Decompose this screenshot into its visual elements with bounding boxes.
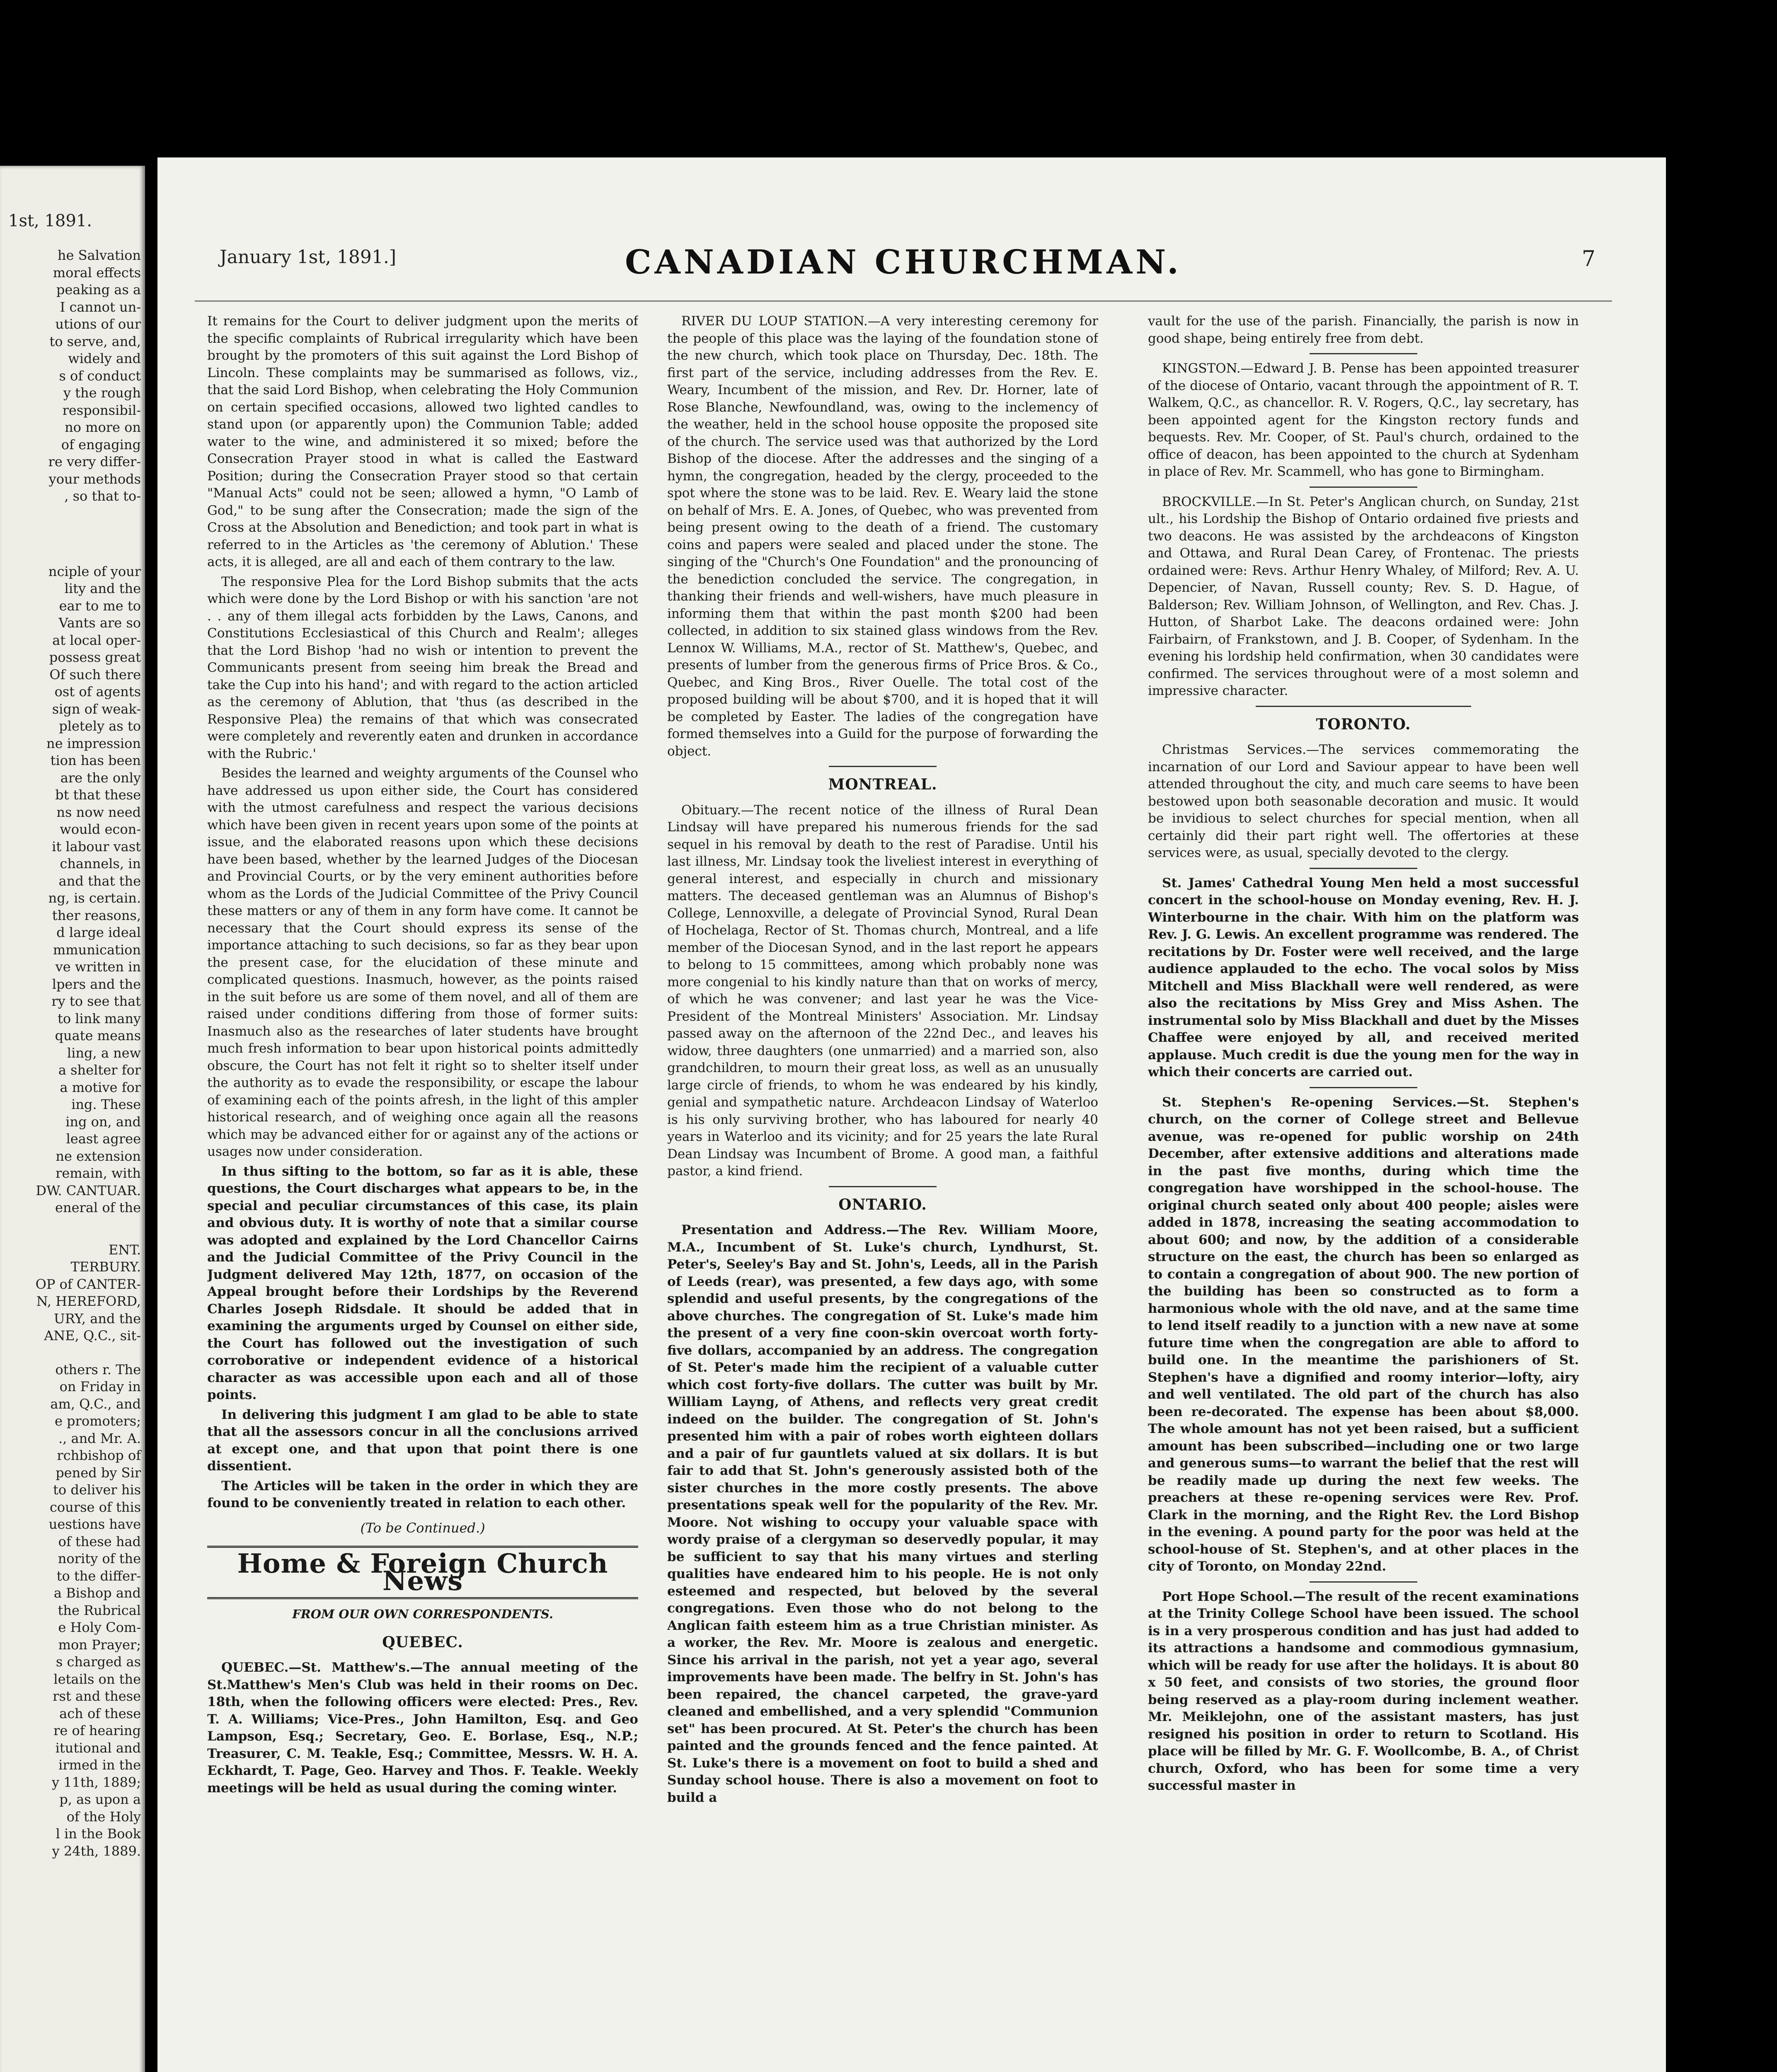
column-2 (667, 313, 1098, 2072)
riviere-du-loup-article: RIVER DU LOUP STATION.—A very interesting ceremony for the people of this place was the laying of the foundation stone of the new church, which took place on Thursday, Dec. 18th. The first part of the service, including addresses from the Rev. E. Weary, Incumbent of the mission, and Rev. Dr. Horner, late of Rose Blanche, Newfoundland, was, owing to the inclemency of the weather, held in the school house opposite the proposed site of the church. The service used was that authorized by the Lord Bishop of the diocese. After the addresses and the singing of a hymn, the congregation, headed by the clergy, proceeded to the spot where the stone was to be laid. Rev. E. Weary laid the stone on behalf of Mrs. E. A. Jones, of Quebec, who was prevented from being present owing to the death of a friend. The customary coins and papers were sealed and placed under the stone. The singing of the "Church's One Foundation" and the pronouncing of the benediction concluded the service. The congregation, in thanking their friends and well-wishers, have much pleasure in informing them that within the past month $200 had been collected, in addition to six stained glass windows from the Rev. Lennox W. Williams, M.A., rector of St. Matthew's, Quebec, and presents of lumber from the generous firms of Price Bros. & Co., Quebec, and King Bros., River Ouelle. The total cost of the proposed building will be about $700, and it is hoped that it will be completed by Easter. The ladies of the congregation have formed themselves into a Guild for the purpose of forwarding the object. (667, 314, 1098, 759)
fragment-line: re of hearing (53, 1723, 141, 1738)
to-be-continued: (To be Continued.) (360, 1520, 485, 1536)
fragment-line: on Friday in (59, 1379, 141, 1394)
fragment-line: peaking as a (56, 282, 141, 298)
judgment-paragraph: In delivering this judgment I am glad to be able to state that all the assessors concur in all the conclusions arrived at except one, and that upon that point there is one dissentient. (207, 1407, 638, 1474)
fragment-line: ing on, and (65, 1113, 141, 1130)
fragment-line: ing. These (71, 1097, 141, 1112)
montreal-heading: MONTREAL. (828, 776, 937, 793)
judgment-paragraph: The responsive Plea for the Lord Bishop submits that the acts which were done by the Lord Bishop or with his sanction 'are not . . any of them illegal acts forbidden by the Laws, Canons, and Constitutions Ecclesiastical of this Church and Realm'; alleges that the Lord Bishop 'had no wish or intention to prevent the Communicants present from seeing him break the Bread and take the Cup into his hand'; and with regard to the action articled as the ceremony of Ablution, that 'thus (as described in the Responsive Plea) the remains of that which was consecrated were completely and reverently eaten and drunken in accordance with the Rubric.' (207, 574, 638, 761)
fragment-line: to the differ- (56, 1568, 141, 1584)
issue-date: January 1st, 1891.] (220, 247, 397, 268)
fragment-line: sign of weak- (52, 701, 141, 717)
fragment-line: of engaging (61, 436, 141, 453)
previous-page-fragments-middle (0, 563, 145, 1217)
fragment-line: a motive for (60, 1079, 141, 1095)
page-number: 7 (1581, 247, 1595, 271)
previous-page-fragment (0, 166, 145, 2072)
fragment-line: ear to me to (59, 598, 141, 614)
fragment-line: ther reasons, (52, 907, 141, 923)
fragment-line: utions of our (55, 316, 141, 332)
fragment-line: no more on (65, 419, 141, 435)
fragment-line: Vants are so (58, 615, 141, 631)
divider (1310, 487, 1417, 488)
fragment-line: would econ- (60, 821, 141, 837)
fragment-line: others r. The (55, 1361, 141, 1377)
newspaper-page (157, 157, 1666, 2072)
fragment-line: ns now need (56, 804, 141, 820)
fragment-line: am, Q.C., and (50, 1396, 141, 1412)
fragment-line: a Bishop and (53, 1585, 141, 1601)
fragment-line: letails on the (53, 1671, 141, 1687)
ontario-heading: ONTARIO. (838, 1196, 927, 1213)
fragment-line: mon Prayer; (58, 1636, 141, 1653)
divider (1310, 1087, 1417, 1088)
quebec-article: QUEBEC.—St. Matthew's.—The annual meeting of the St.Matthew's Men's Club was held in their rooms on Dec. 18th, when the following officers were elected: Pres., Rev. T. A. Williams; Vice-Pres., John Hamilton, Esq. and Geo Lampson, Esq.; Secretary, Geo. E. Borlase, Esq., N.P.; Treasurer, C. M. Teakle, Esq.; Committee, Messrs. W. H. A. Eckhardt, T. Page, Geo. Harvey and Thos. F. Teakle. Weekly meetings will be held as usual during the coming winter. (207, 1660, 638, 1796)
fragment-line: nority of the (58, 1551, 141, 1566)
column-1 (207, 313, 638, 2072)
fragment-line: pened by Sir (56, 1464, 141, 1481)
fragment-line: a shelter for (58, 1062, 141, 1078)
fragment-line: to link many (57, 1010, 141, 1026)
port-hope-article: Port Hope School.—The result of the recent examinations at the Trinity College School have been issued. The school is in a very prosperous condition and has just had added to its attractions a handsome and commodious gymnasium, which will be ready for use after the holidays. It is about 80 x 50 feet, and consists of two stories, the ground floor being reserved as a play-room during inclement weather. Mr. Meiklejohn, one of the assistant masters, has just resigned his position in order to return to Scotland. His place will be filled by Mr. G. F. Woollcombe, B. A., of Christ church, Oxford, who has been for some time a very successful master in (1148, 1589, 1579, 1793)
fragment-line: N, HEREFORD, (36, 1293, 141, 1309)
fragment-line: of the Holy (66, 1808, 141, 1825)
previous-page-header: 1st, 1891. (8, 211, 92, 230)
fragment-line: e promoters; (54, 1413, 141, 1429)
fragment-line: least agree (66, 1131, 141, 1147)
christmas-services-article: Christmas Services.—The services commemorating the incarnation of our Lord and Saviour appear to have been well attended throughout the city, and much care seems to have been bestowed upon both seasonable decoration and music. It would be invidious to select churches for special mention, when all certainly did their part right well. The offertories at these services were, as usual, specially devoted to the clergy. (1148, 742, 1579, 860)
divider (1256, 706, 1471, 707)
fragment-line: y 24th, 1889. (52, 1843, 141, 1859)
fragment-line: the Rubrical (58, 1602, 141, 1618)
divider (1310, 868, 1417, 869)
divider (1310, 353, 1417, 354)
fragment-line: ry to see that (51, 993, 141, 1009)
fragment-line: and that the (58, 873, 141, 889)
fragment-line: mmunication (53, 942, 141, 958)
st-stephens-article: St. Stephen's Re-opening Services.—St. Stephen's church, on the corner of College street and Bellevue avenue, was re-opened for public worship on 24th December, after extensive additions and alterations made in the past five months, during which time the congregation have worshipped in the school-house. The original church seated only about 400 people; aisles were added in 1878, increasing the seating accommodation to about 600; and now, by the addition of a considerable structure on the east, the church has been so enlarged as to contain a congregation of about 900. The new portion of the building has been so constructed as to form a harmonious whole with the old nave, and at the same time to lend itself readily to a junction with a new nave at some future time when the congregation are able to afford to build one. In the meantime the parishioners of St. Stephen's have a dignified and roomy interior—lofty, airy and well ventilated. The old part of the church has also been re-decorated. The expense has been about $8,000. The whole amount has not yet been raised, but a sufficient amount has been subscribed—including one or two large and generous sums—to warrant the belief that the rest will be readily made up during the next few weeks. The preachers at these re-opening services were Rev. Prof. Clark in the morning, and the Right Rev. the Lord Bishop in the evening. A pound party for the poor was held at the school-house of St. Stephen's, and at other places in the city of Toronto, on Monday 22nd. (1148, 1094, 1579, 1574)
previous-page-fragments-bottom (0, 1361, 145, 1860)
fragment-line: p, as upon a (59, 1791, 141, 1807)
ontario-article: Presentation and Address.—The Rev. William Moore, M.A., Incumbent of St. Luke's church, Lyndhurst, St. Peter's, Seeley's Bay and St. John's, Leeds, all in the Parish of Leeds (rear), was presented, a few days ago, with some splendid and useful presents, by the congregations of the above churches. The congregation of St. Luke's made him the present of a very fine coon-skin overcoat worth forty-five dollars, accompanied by an address. The congregation of St. Peter's made him the recipient of a valuable cutter which cost forty-five dollars. The cutter was built by Mr. William Layng, of Athens, and reflects very great credit indeed on the builder. The congregation of St. John's presented him with a pair of robes worth eighteen dollars and a pair of fur gauntlets valued at six dollars. It is but fair to add that St. John's generously assisted both of the sister churches in the more costly presents. The above presentations speak well for the popularity of the Rev. Mr. Moore. Not wishing to occupy your valuable space with wordy praise of a clergyman so deservedly popular, it may be sufficient to say that his many virtues and sterling qualities have endeared him to his people. He is not only esteemed and respected, but beloved by the several congregations. Even those who do not belong to the Anglican faith esteem him as a true Christian minister. As a worker, the Rev. Mr. Moore is zealous and energetic. Since his arrival in the parish, not yet a year ago, several improvements have been made. The belfry in St. John's has been repaired, the chancel carpeted, the grave-yard cleaned and embellished, and a very splendid "Communion set" has been procured. At St. Peter's the church has been painted and the grounds fenced and the fence painted. At St. Luke's there is a movement on foot to build a shed and Sunday school house. There is also a movement on foot to build a (667, 1222, 1098, 1805)
fragment-line: rst and these (53, 1688, 141, 1704)
fragment-line: ng, is certain. (48, 890, 141, 906)
fragment-line: moral effects (53, 264, 141, 281)
fragment-line: are the only (60, 770, 141, 786)
fragment-line: to deliver his (53, 1482, 141, 1498)
fragment-line: ., and Mr. A. (58, 1430, 141, 1446)
section-banner: Home & Foreign Church News (207, 1546, 638, 1599)
kingston-article: KINGSTON.—Edward J. B. Pense has been appointed treasurer of the diocese of Ontario, vacant through the appointment of R. T. Walkem, Q.C., as chancellor. R. V. Rogers, Q.C., lay secretary, has been appointed agent for the Kingston rectory funds and bequests. Rev. Mr. Cooper, of St. Paul's church, ordained to the office of deacon, has been appointed to the church at Sydenham in place of Rev. Mr. Scammell, who has gone to Birmingham. (1148, 361, 1579, 479)
judgment-paragraph: It remains for the Court to deliver judgment upon the merits of the specific complaints of Rubrical irregularity which have been brought by the promoters of this suit against the Lord Bishop of Lincoln. These complaints may be summarised as follows, viz., that the said Lord Bishop, when celebrating the Holy Communion on certain specified occasions, allowed two lighted candles to stand upon (or apparently upon) the Communion Table; added water to the wine, and administered it so mixed; before the Consecration Prayer stood in what is called the Eastward Position; during the Consecration Prayer stood so that certain "Manual Acts" could not be seen; allowed a hymn, "O Lamb of God," to be sung after the Consecration; made the sign of the Cross at the Absolution and Benediction; and took part in what is referred to in the Articles as 'the ceremony of Ablution.' These acts, it is alleged, are all and each of them contrary to the law. (207, 314, 638, 569)
fragment-line: quate means (55, 1028, 141, 1043)
fragment-line: e Holy Com- (58, 1619, 141, 1635)
fragment-line: uestions have (48, 1516, 141, 1532)
fragment-line: ach of these (59, 1705, 141, 1721)
fragment-line: OP of CANTER- (35, 1276, 141, 1292)
divider (829, 1186, 937, 1187)
vault-paragraph: vault for the use of the parish. Financially, the parish is now in good shape, being entirely free from debt. (1148, 314, 1579, 346)
fragment-line: irmed in the (58, 1757, 141, 1773)
masthead (195, 230, 1612, 302)
st-james-article: St. James' Cathedral Young Men held a most successful concert in the school-house on Monday evening, Rev. H. J. Winterbourne in the chair. With him on the platform was Rev. J. G. Lewis. An excellent programme was rendered. The recitations by Dr. Foster were well received, and the large audience applauded to the echo. The vocal solos by Miss Mitchell and Miss Blackhall were well rendered, as were also the recitations by Miss Grey and Miss Ashen. The instrumental solo by Miss Blackhall and duet by the Misses Chaffee were enjoyed by all, and received merited applause. Much credit is due the young men for the way in which their concerts are carried out. (1148, 875, 1579, 1080)
fragment-line: possess great (49, 649, 141, 665)
fragment-line: s of conduct (59, 368, 141, 384)
fragment-line: ling, a new (67, 1045, 141, 1061)
quebec-heading: QUEBEC. (382, 1633, 463, 1651)
fragment-line: TERBURY. (70, 1259, 141, 1275)
fragment-line: , so that to- (64, 488, 141, 504)
fragment-line: responsibil- (62, 402, 141, 418)
fragment-line: it labour vast (52, 838, 141, 854)
fragment-line: ANE, Q.C., sit- (44, 1328, 141, 1343)
fragment-line: remain, with (56, 1165, 141, 1181)
fragment-line: of these had (58, 1533, 141, 1549)
fragment-line: tion has been (50, 753, 141, 768)
fragment-line: DW. CANTUAR. (36, 1182, 141, 1198)
fragment-line: d large ideal (56, 925, 141, 940)
fragment-line: URY, and the (53, 1310, 141, 1326)
fragment-line: widely and (68, 351, 141, 366)
fragment-line: channels, in (60, 856, 141, 871)
fragment-line: rchbishop of (57, 1447, 141, 1463)
fragment-line: ost of agents (54, 684, 141, 700)
fragment-line: ENT. (108, 1242, 141, 1258)
fragment-line: lpers and the (52, 976, 141, 992)
fragment-line: l in the Book (56, 1826, 141, 1842)
judgment-paragraph: The Articles will be taken in the order in which they are found to be conveniently treated in relation to each other. (207, 1478, 638, 1510)
column-3 (1148, 313, 1579, 2072)
fragment-line: to serve, and, (49, 333, 141, 349)
fragment-line: y the rough (63, 385, 141, 401)
fragment-line: I cannot un- (60, 299, 141, 315)
previous-page-fragments-top (0, 247, 145, 505)
judgment-paragraph: Besides the learned and weighty arguments of the Counsel who have addressed us upon either side, the Court has considered with the utmost carefulness and respect the various decisions which have been given in recent years upon some of the points at issue, and the elaborated reasons upon which these decisions have been based, whether by the learned Judges of the Diocesan and Provincial Courts, or by the very eminent authorities before whom as the Lords of the Judicial Committee of the Privy Council these matters or any of them in any form have come. It cannot be necessary that the Court should express its sense of the importance attaching to such decisions, so far as they bear upon the present case, for the elucidation of these minute and complicated questions. Inasmuch, however, as the points raised in the suit before us are some of them novel, and all of them are raised under conditions differing from those of former suits: Inasmuch also as the researches of later students have brought much fresh information to bear upon historical points admittedly obscure, the Court has not felt it right so to shelter itself under the authority as to evade the responsibility, or escape the labour of examining each of the points afresh, in the light of this ampler historical research, and of weighing once again all the reasons which may be advanced either for or against any of the actions or usages now under consideration. (207, 766, 638, 1159)
fragment-line: y 11th, 1889; (52, 1774, 141, 1790)
toronto-heading: TORONTO. (1316, 715, 1411, 733)
montreal-article: Obituary.—The recent notice of the illness of Rural Dean Lindsay will have prepared his numerous friends for the sad sequel in his removal by death to the rest of Paradise. Until his last illness, Mr. Lindsay took the liveliest interest in everything of general interest, and especially in church and missionary matters. The deceased gentleman was an Alumnus of Bishop's College, Lennoxville, a delegate of Provincial Synod, Rural Dean of Hochelaga, Rector of St. Thomas church, Montreal, and a life member of the Diocesan Synod, and in the last report he appears to belong to 15 committees, among which probably none was more congenial to his kindly nature than that on works of mercy, of which he was convener; and last year he was the Vice-President of the Montreal Ministers' Association. Mr. Lindsay passed away on the afternoon of the 22nd Dec., and leaves his widow, three daughters (one unmarried) and a married son, also grandchildren, to mourn their great loss, as well as an unusually large circle of friends, to whom he was endeared by his kindly, genial and sympathetic nature. Archdeacon Lindsay of Waterloo is his only surviving brother, who has laboured for nearly 40 years in Waterloo and its vicinity; and for 25 years the late Rural Dean Lindsay was Incumbent of Brome. A good man, a faithful pastor, a kind friend. (667, 802, 1098, 1179)
divider (829, 766, 937, 767)
fragment-line: nciple of your (48, 563, 141, 579)
fragment-line: ne impression (46, 735, 141, 751)
fragment-line: at local oper- (52, 632, 141, 648)
divider (1310, 1581, 1417, 1583)
fragment-line: pletely as to (59, 718, 141, 734)
fragment-line: he Salvation (57, 247, 141, 263)
brockville-article: BROCKVILLE.—In St. Peter's Anglican church, on Sunday, 21st ult., his Lordship the Bishop of Ontario ordained five priests and two deacons. He was assisted by the archdeacons of Kingston and Ottawa, and Rural Dean Carey, of Frontenac. The priests ordained were: Revs. Arthur Henry Whaley, of Milford; Rev. A. U. Depencier, of Navan, Russell county; Rev. S. D. Hague, of Balderson; Rev. William Johnson, of Wellington, and Rev. Chas. J. Hutton, of Sharbot Lake. The deacons ordained were: John Fairbairn, of Frankstown, and J. B. Cooper, of Sydenham. In the evening his lordship held confirmation, when 30 candidates were confirmed. The services throughout were of a most solemn and impressive character. (1148, 494, 1579, 698)
fragment-line: s charged as (56, 1654, 141, 1670)
fragment-line: lity and the (64, 581, 141, 596)
fragment-line: ne extension (56, 1148, 141, 1164)
judgment-paragraph: In thus sifting to the bottom, so far as it is able, these questions, the Court discharges what appears to be, in the special and peculiar circumstances of this case, its plain and obvious duty. It is worthy of note that a similar course was adopted and explained by the Lord Chancellor Cairns and the Judicial Committee of the Privy Council in the Judgment delivered May 12th, 1877, on occasion of the Appeal brought before their Lordships by the Reverend Charles Joseph Ridsdale. It should be added that in examining the arguments urged by Counsel on either side, the Court has followed out the investigation of such corroborative or independent evidence of a historical character as was accessible upon each and all of those points. (207, 1164, 638, 1402)
fragment-line: eneral of the (55, 1200, 141, 1215)
fragment-line: itutional and (55, 1740, 141, 1756)
previous-page-fragments-section (0, 1242, 145, 1345)
fragment-line: your methods (48, 471, 141, 487)
fragment-line: ve written in (55, 959, 141, 975)
fragment-line: course of this (49, 1499, 141, 1515)
fragment-line: bt that these (55, 787, 141, 803)
fragment-line: re very differ- (48, 454, 141, 470)
fragment-line: Of such there (49, 666, 141, 683)
section-subtitle: FROM OUR OWN CORRESPONDENTS. (292, 1607, 553, 1621)
newspaper-title: CANADIAN CHURCHMAN. (625, 242, 1182, 281)
